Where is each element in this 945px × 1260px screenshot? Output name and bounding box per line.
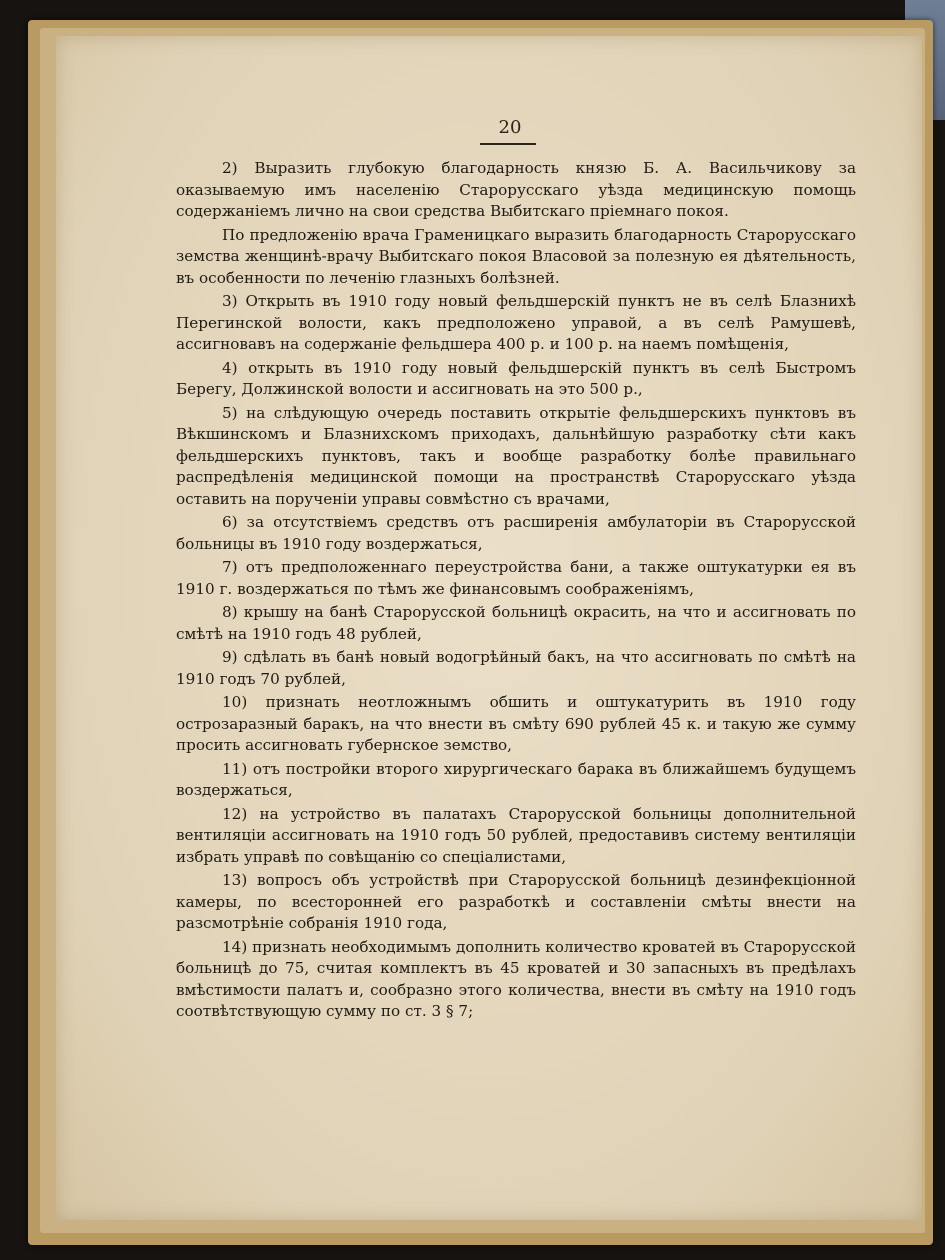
paragraph-item-4: 4) открыть въ 1910 году новый фельдшерскій пунктъ въ селѣ Быстромъ Берегу, Должинской волости и ассигновать на это 500 р., xyxy=(176,358,856,398)
paragraph-item-5: 5) на слѣдующую очередь поставить открытіе фельдшерскихъ пунктовъ въ Вѣкшинскомъ и Блазнихскомъ приходахъ, дальнѣйшую разработку сѣти какъ фельдшерскихъ пунктовъ, такъ и вообще разработку болѣе правильнаго распредѣленія медицинской помощи на пространствѣ Старорусскаго уѣзда оставить на порученіи управы совмѣстно съ врачами, xyxy=(176,403,856,508)
paragraph-item-8: 8) крышу на банѣ Старорусской больницѣ окрасить, на что и ассигновать по смѣтѣ на 1910 годъ 48 рублей, xyxy=(176,603,856,643)
paragraph-gramenitsky: По предложенію врача Граменицкаго выразить благодарность Старорусскаго земства женщинѣ-врачу Выбитскаго покоя Власовой за полезную ея дѣятельность, въ особенности по леченію глазныхъ болѣзней. xyxy=(176,225,856,287)
page-number: 20 xyxy=(498,117,522,138)
paragraph-item-6: 6) за отсутствіемъ средствъ отъ расширенія амбулаторіи въ Старорусской больницы въ 1910 году воздержаться, xyxy=(176,513,856,553)
paragraph-item-10: 10) признать неотложнымъ обшить и оштукатурить въ 1910 году острозаразный баракъ, на что внести въ смѣту 690 рублей 45 к. и такую же сумму просить ассигновать губернское земство, xyxy=(176,693,856,754)
paragraph-item-2: 2) Выразить глубокую благодарность князю Б. А. Васильчикову за оказываемую имъ населенію Старорусскаго уѣзда медицинскую помощь содержаніемъ лично на свои средства Выбитскаго пріемнаго покоя. xyxy=(176,159,856,220)
paragraph-item-14: 14) признать необходимымъ дополнить количество кроватей въ Старорусской больницѣ до 75, считая комплектъ въ 45 кроватей и 30 запасныхъ въ предѣлахъ вмѣстимости палатъ и, сообразно этого количества, внести въ смѣту на 1910 годъ соотвѣтствующую сумму по ст. 3 § 7; xyxy=(176,937,856,1020)
paragraph-item-12: 12) на устройство въ палатахъ Старорусской больницы дополнительной вентиляціи ассигновать на 1910 годъ 50 рублей, предоставивъ систему вентиляціи избрать управѣ по совѣщанію со спеціалистами, xyxy=(176,804,856,866)
paragraph-item-11: 11) отъ постройки второго хирургическаго барака въ ближайшемъ будущемъ воздержаться, xyxy=(176,759,856,799)
paragraph-item-3: 3) Открыть въ 1910 году новый фельдшерскій пунктъ не въ селѣ Блазнихѣ Перегинской волости, какъ предположено управой, а въ селѣ Рамушевѣ, ассигновавъ на содержаніе фельдшера 400 р. и 100 р. на наемъ помѣщенія, xyxy=(176,292,856,353)
paragraph-item-13: 13) вопросъ объ устройствѣ при Старорусской больницѣ дезинфекціонной камеры, по всесторонней его разработкѣ и составленіи смѣты внести на разсмотрѣніе собранія 1910 года, xyxy=(176,871,856,932)
page-number-underline xyxy=(480,143,536,145)
paragraph-item-9: 9) сдѣлать въ банѣ новый водогрѣйный бакъ, на что ассигновать по смѣтѣ на 1910 годъ 70 рублей, xyxy=(176,648,856,688)
paragraph-item-7: 7) отъ предположеннаго переустройства бани, а также оштукатурки ея въ 1910 г. воздержаться по тѣмъ же финансовымъ соображеніямъ, xyxy=(176,558,856,598)
document-body xyxy=(176,158,856,1025)
